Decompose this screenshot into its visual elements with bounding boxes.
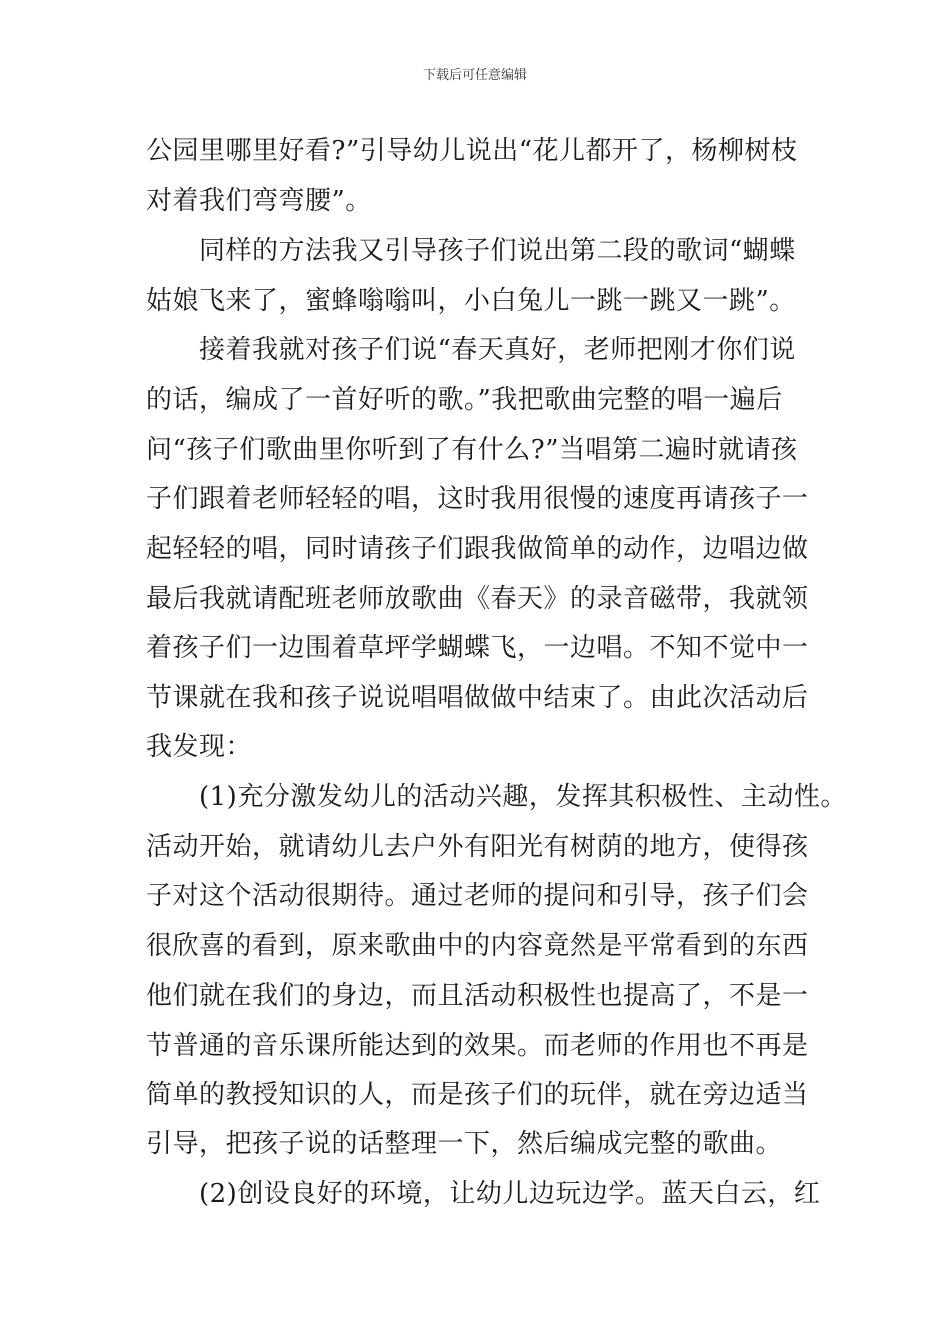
- body-line: 着孩子们一边围着草坪学蝴蝶飞，一边唱。不知不觉中一: [146, 633, 809, 663]
- body-line: 活动开始，就请幼儿去户外有阳光有树荫的地方，使得孩: [146, 832, 809, 862]
- body-line: 我发现：: [146, 732, 253, 762]
- body-line: (1)充分激发幼儿的活动兴趣，发挥其积极性、主动性。: [146, 782, 847, 812]
- body-line: 接着我就对孩子们说“春天真好，老师把刚才你们说: [146, 335, 796, 365]
- body-line: 对着我们弯弯腰”。: [146, 186, 372, 216]
- body-line: 子们跟着老师轻轻的唱，这时我用很慢的速度再请孩子一: [146, 484, 809, 514]
- body-line: 简单的教授知识的人，而是孩子们的玩伴，就在旁边适当: [146, 1080, 809, 1110]
- body-line: 很欣喜的看到，原来歌曲中的内容竟然是平常看到的东西: [146, 931, 809, 961]
- body-line: 节普通的音乐课所能达到的效果。而老师的作用也不再是: [146, 1031, 809, 1061]
- body-line: 他们就在我们的身边，而且活动积极性也提高了，不是一: [146, 981, 809, 1011]
- body-line: 节课就在我和孩子说说唱唱做做中结束了。由此次活动后: [146, 683, 809, 713]
- body-line: 问“孩子们歌曲里你听到了有什么?”当唱第二遍时就请孩: [146, 435, 798, 465]
- body-line: 起轻轻的唱，同时请孩子们跟我做简单的动作，边唱边做: [146, 534, 809, 564]
- body-line: 姑娘飞来了，蜜蜂嗡嗡叫，小白兔儿一跳一跳又一跳”。: [146, 286, 796, 316]
- body-line: 最后我就请配班老师放歌曲《春天》的录音磁带，我就领: [146, 584, 809, 614]
- body-line: 引导，把孩子说的话整理一下，然后编成完整的歌曲。: [146, 1129, 783, 1159]
- body-line: 的话，编成了一首好听的歌。”我把歌曲完整的唱一遍后: [146, 385, 783, 415]
- body-line: 公园里哪里好看?”引导幼儿说出“花儿都开了，杨柳树枝: [146, 136, 798, 166]
- body-line: (2)创设良好的环境，让幼儿边玩边学。蓝天白云，红: [146, 1179, 821, 1209]
- body-line: 同样的方法我又引导孩子们说出第二段的歌词“蝴蝶: [146, 236, 796, 266]
- body-line: 子对这个活动很期待。通过老师的提问和引导，孩子们会: [146, 881, 809, 911]
- page-header: 下载后可任意编辑: [422, 68, 527, 83]
